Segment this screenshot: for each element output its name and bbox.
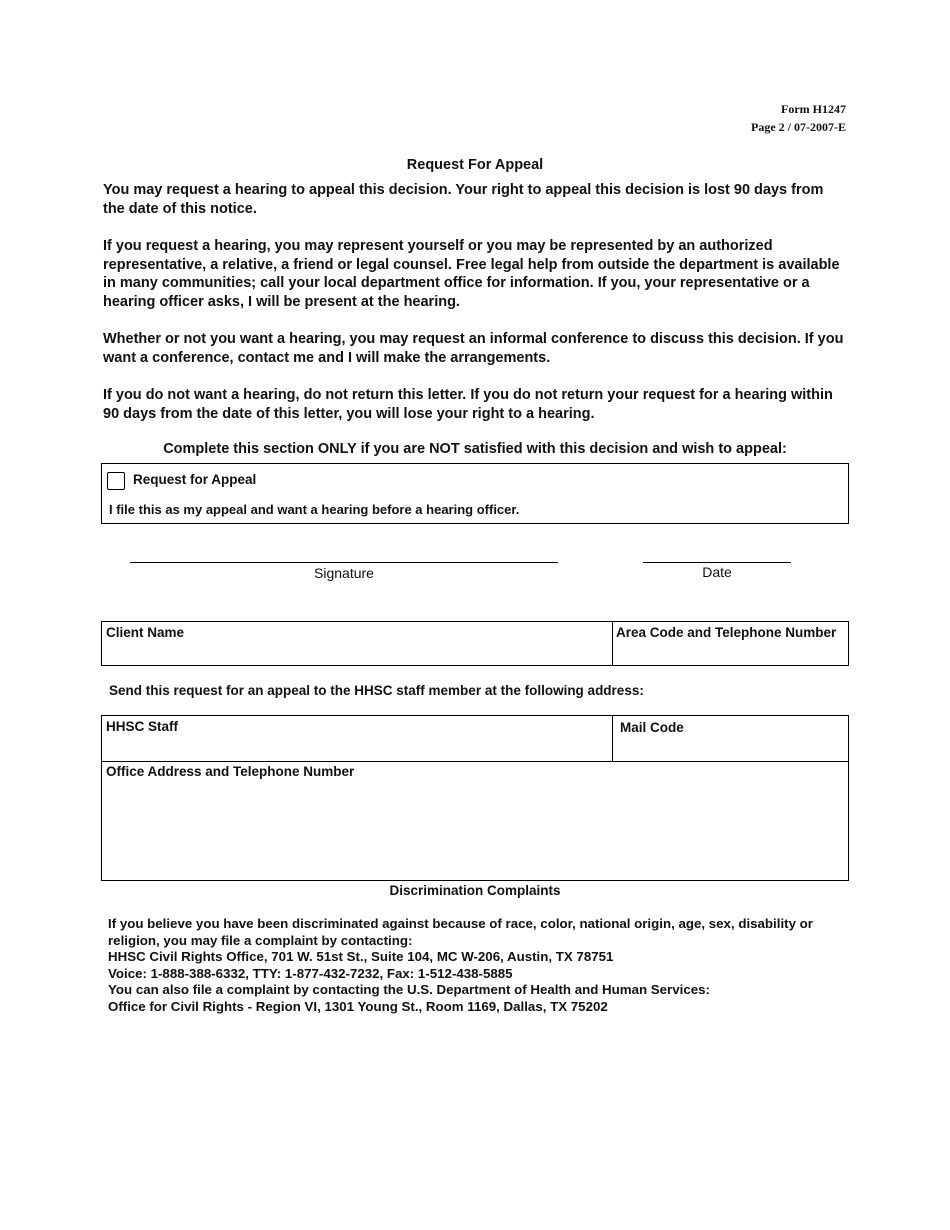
paragraph-conference: Whether or not you want a hearing, you may request an informal conference to discuss this decision. If you want a conference, contact me and I will make the arrangements. <box>103 331 844 366</box>
appeal-statement: I file this as my appeal and want a hearing before a hearing officer. <box>109 502 520 517</box>
staff-address-table <box>101 715 849 881</box>
hhsc-staff-label: HHSC Staff <box>106 719 179 734</box>
discrimination-intro: If you believe you have been discriminated against because of race, color, national origin, age, sex, disability or religion, you may file a complaint by contacting: <box>108 916 813 948</box>
paragraph-appeal-right: You may request a hearing to appeal this decision. Your right to appeal this decision is lost 90 days from the date of this notice. <box>103 182 824 217</box>
page-title: Request For Appeal <box>406 157 544 173</box>
hhs-complaint-intro: You can also file a complaint by contacting the U.S. Department of Health and Human Services: <box>108 982 710 997</box>
office-address-label: Office Address and Telephone Number <box>106 764 355 779</box>
send-instruction: Send this request for an appeal to the HHSC staff member at the following address: <box>109 683 644 698</box>
civil-rights-contact-numbers: Voice: 1-888-388-6332, TTY: 1-877-432-7232, Fax: 1-512-438-5885 <box>108 965 513 981</box>
staff-table-divider <box>612 716 613 761</box>
client-table-divider <box>612 622 613 665</box>
client-info-table <box>101 621 849 666</box>
date-label: Date <box>702 564 732 580</box>
telephone-label: Area Code and Telephone Number <box>616 625 837 640</box>
mail-code-label: Mail Code <box>620 720 684 735</box>
hhs-office-address: Office for Civil Rights - Region VI, 1301 Young St., Room 1169, Dallas, TX 75202 <box>108 998 608 1014</box>
staff-table-row-divider <box>102 761 848 762</box>
signature-line[interactable] <box>130 562 558 563</box>
paragraph-representation: If you request a hearing, you may represent yourself or you may be represented by an authorized representative, a relative, a friend or legal counsel. Free legal help from outside the department is available in many communities; call your local department office for information. If you, your representative or a hearing officer asks, I will be present at the hearing. <box>103 238 840 311</box>
date-line[interactable] <box>643 562 791 563</box>
telephone-field[interactable] <box>615 642 845 664</box>
request-for-appeal-checkbox[interactable] <box>107 472 125 490</box>
civil-rights-office-address: HHSC Civil Rights Office, 701 W. 51st St., Suite 104, MC W-206, Austin, TX 78751 <box>108 949 614 964</box>
section-instruction: Complete this section ONLY if you are NOT satisfied with this decision and wish to appeal: <box>163 441 787 457</box>
page-info: Page 2 / 07-2007-E <box>751 120 846 134</box>
paragraph-no-hearing: If you do not want a hearing, do not return this letter. If you do not return your request for a hearing within 90 days from the date of this letter, you will lose your right to a hearing. <box>103 387 833 422</box>
form-number: Form H1247 <box>781 102 846 116</box>
client-name-label: Client Name <box>106 625 185 640</box>
discrimination-heading: Discrimination Complaints <box>389 883 561 898</box>
form-identifier <box>751 100 846 136</box>
request-for-appeal-label: Request for Appeal <box>133 472 257 487</box>
client-name-field[interactable] <box>103 642 608 664</box>
signature-label: Signature <box>314 565 374 581</box>
appeal-request-box <box>101 463 849 524</box>
discrimination-info <box>108 916 848 1015</box>
